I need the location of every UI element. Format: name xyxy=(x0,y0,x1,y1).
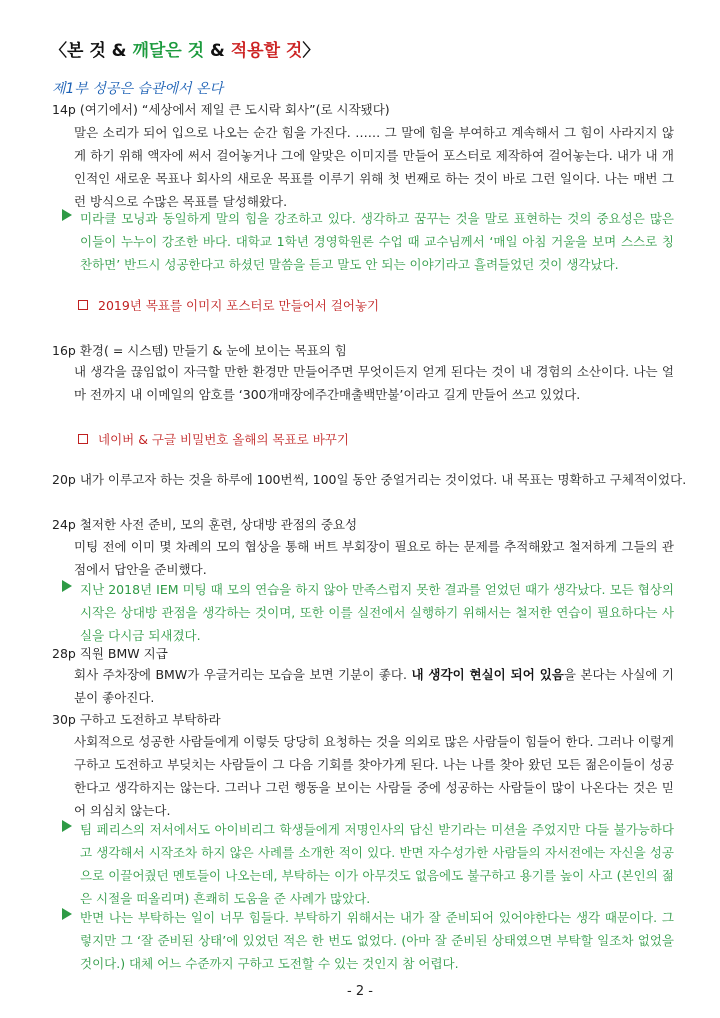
section-heading-20p: 20p 내가 이루고자 하는 것을 하루에 100번씩, 100일 동안 중얼거리는 것이었다. 내 목표는 명확하고 구체적이었다. xyxy=(52,472,687,487)
title-amp: & xyxy=(204,41,231,61)
page-number: - 2 - xyxy=(347,984,373,999)
bullet-text: 반면 나는 부탁하는 일이 너무 힘들다. 부탁하기 위해서는 내가 잘 준비되어 있어야한다는 생각 때문이다. 그렇지만 그 ‘잘 준비된 상태’에 있었던 적은 한 번도 없었다. (아마 잘 준비된 상태였으면 부탁할 일조차 없었을 것이다.) 대체 어느 수준까지 구하고 도전할 수 있는 것인지 참 어렵다. xyxy=(80,910,674,971)
section-heading-30p: 30p 구하고 도전하고 부탁하라 xyxy=(52,712,221,727)
bullet-text: 지난 2018년 IEM 미팅 때 모의 연습을 하지 않아 만족스럽지 못한 결과를 얻었던 때가 생각났다. 모든 협상의 시작은 상대방 관점을 생각하는 것이며, 또한 이를 실전에서 실행하기 위해서는 철저한 연습이 필요하다는 사실을 다시금 되새겼다. xyxy=(80,582,674,643)
bullet-24p xyxy=(62,578,674,647)
page-title xyxy=(50,36,319,61)
bullet-30p-2 xyxy=(62,906,674,975)
section-heading-24p: 24p 철저한 사전 준비, 모의 훈련, 상대방 관점의 중요성 xyxy=(52,517,358,532)
title-seen: 본 것 & xyxy=(67,41,133,61)
bullet-30p-1 xyxy=(62,818,674,910)
green-triangle-icon xyxy=(62,820,72,832)
title-bracket-close: 〉 xyxy=(302,41,320,61)
green-triangle-icon xyxy=(62,209,72,221)
bullet-text: 미라클 모닝과 동일하게 말의 힘을 강조하고 있다. 생각하고 꿈꾸는 것을 말로 표현하는 것의 중요성은 많은 이들이 누누이 강조한 바다. 대학교 1학년 경영학원론 수업 때 교수님께서 ‘매일 아침 거울을 보며 스스로 칭찬하면’ 반드시 성공한다고 하셨던 말씀을 듣고 말도 안 되는 이야기라고 흘려들었던 것이 생각났다. xyxy=(80,211,674,272)
title-bracket-open: 〈 xyxy=(50,41,67,61)
title-apply: 적용할 것 xyxy=(230,41,303,61)
section-heading-28p: 28p 직원 BMW 지급 xyxy=(52,646,168,661)
section-body-16p: 내 생각을 끊임없이 자극할 만한 환경만 만들어주면 무엇이든지 얻게 된다는 것이 내 경험의 소산이다. 나는 얼마 전까지 내 이메일의 암호를 ‘300개매장에주간매출백만불’이라고 길게 만들어 쓰고 있었다. xyxy=(74,364,674,402)
title-realized: 깨달은 것 xyxy=(132,41,205,61)
green-triangle-icon xyxy=(62,580,72,592)
part-title: 제1부 성공은 습관에서 온다 xyxy=(52,81,224,97)
bullet-text: 팀 페리스의 저서에서도 아이비리그 학생들에게 저명인사의 답신 받기라는 미션을 주었지만 다들 불가능하다고 생각해서 시작조차 하지 않은 사례를 소개한 적이 있다. 반면 자수성가한 사람들의 자서전에는 자신을 성공으로 이끌어줬던 멘토들이 나오는데, 부탁하는 이가 아무것도 없음에도 불구하고 용기를 높이 사고 (본인의 젊은 시절을 떠올리며) 흔쾌히 도움을 준 사례가 많았다. xyxy=(80,822,674,906)
red-square-icon xyxy=(78,300,88,310)
green-triangle-icon xyxy=(62,908,72,920)
section-body-24p: 미팅 전에 이미 몇 차례의 모의 협상을 통해 버트 부회장이 필요로 하는 문제를 추적해왔고 철저하게 그들의 관점에서 답안을 준비했다. xyxy=(74,539,674,577)
apply-text: 2019년 목표를 이미지 포스터로 만들어서 걸어놓기 xyxy=(98,298,380,313)
section-heading-16p: 16p 환경( = 시스템) 만들기 & 눈에 보이는 목표의 힘 xyxy=(52,343,347,358)
apply-item-14p xyxy=(78,296,379,314)
section-body-30p: 사회적으로 성공한 사람들에게 이렇듯 당당히 요청하는 것을 의외로 많은 사람들이 힘들어 한다. 그러나 이렇게 구하고 도전하고 부딪치는 사람들이 그 다음 기회를 찾아가게 된다. 나는 나를 찾아 왔던 모든 젊은이들이 성공한다고 생각하지는 않는다. 그러나 그런 행동을 보이는 사람들 중에 성공하는 사람들이 많이 나온다는 것은 믿어 의심치 않는다. xyxy=(74,734,674,818)
emphasis-text: 내 생각이 현실이 되어 있음 xyxy=(411,667,564,682)
section-body-14p: 말은 소리가 되어 입으로 나오는 순간 힘을 가진다. …… 그 말에 힘을 부여하고 계속해서 그 힘이 사라지지 않게 하기 위해 액자에 써서 걸어놓거나 그에 알맞은 이미지를 만들어 포스터로 제작하여 걸어놓는다. 내가 내 개인적인 새로운 목표나 회사의 새로운 목표를 이루기 위해 첫 번째로 하는 것이 바로 그런 일이다. 나는 매번 그런 방식으로 수많은 목표를 달성해왔다. xyxy=(74,125,674,209)
bullet-14p xyxy=(62,207,674,276)
section-heading-14p: 14p (여기에서) “세상에서 제일 큰 도시락 회사”(로 시작됐다) xyxy=(52,102,390,117)
red-square-icon xyxy=(78,434,88,444)
apply-item-16p xyxy=(78,430,349,448)
apply-text: 네이버 & 구글 비밀번호 올해의 목표로 바꾸기 xyxy=(98,432,349,447)
section-body-28p: 회사 주차장에 BMW가 우글거리는 모습을 보면 기분이 좋다. 내 생각이 현실이 되어 있음을 본다는 사실에 기분이 좋아진다. xyxy=(74,667,674,705)
